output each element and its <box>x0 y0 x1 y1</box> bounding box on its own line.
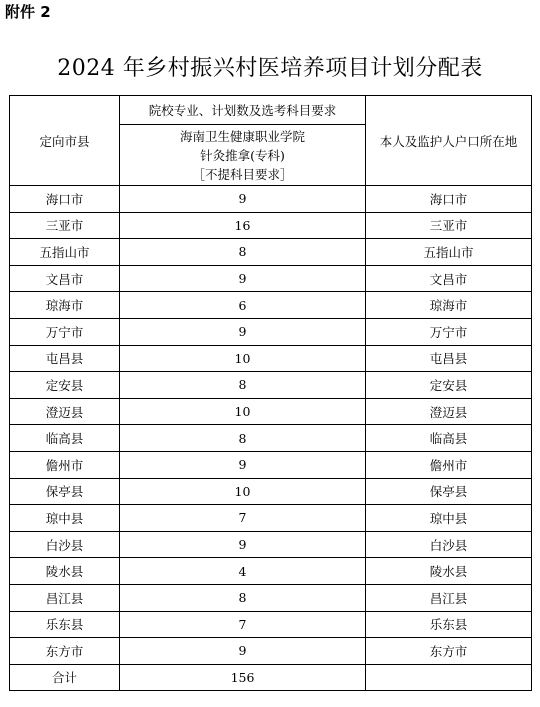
quota-cell: 16 <box>120 212 366 239</box>
quota-cell: 8 <box>120 372 366 399</box>
county-cell: 陵水县 <box>10 558 120 585</box>
table-row <box>10 239 532 266</box>
table-row <box>10 558 532 585</box>
residence-cell: 东方市 <box>366 638 532 665</box>
table-row <box>10 505 532 532</box>
county-cell: 琼中县 <box>10 505 120 532</box>
county-cell: 乐东县 <box>10 611 120 638</box>
group-header: 院校专业、计划数及选考科目要求 <box>120 96 366 125</box>
total-row <box>10 664 532 690</box>
quota-cell: 10 <box>120 478 366 505</box>
quota-cell: 10 <box>120 398 366 425</box>
table-row <box>10 584 532 611</box>
table-row <box>10 186 532 213</box>
table-row <box>10 425 532 452</box>
county-cell: 临高县 <box>10 425 120 452</box>
county-cell: 三亚市 <box>10 212 120 239</box>
table-row <box>10 531 532 558</box>
table-header <box>10 96 532 186</box>
county-cell: 东方市 <box>10 638 120 665</box>
table-row <box>10 292 532 319</box>
table-row <box>10 398 532 425</box>
table-body <box>10 186 532 665</box>
quota-cell: 7 <box>120 505 366 532</box>
table-row <box>10 451 532 478</box>
county-cell: 海口市 <box>10 186 120 213</box>
residence-cell: 陵水县 <box>366 558 532 585</box>
county-cell: 万宁市 <box>10 318 120 345</box>
county-cell: 儋州市 <box>10 451 120 478</box>
residence-cell: 文昌市 <box>366 265 532 292</box>
major-name: 针灸推拿(专科) <box>200 147 285 163</box>
quota-cell: 8 <box>120 239 366 266</box>
quota-cell: 10 <box>120 345 366 372</box>
county-cell: 琼海市 <box>10 292 120 319</box>
residence-cell: 保亭县 <box>366 478 532 505</box>
quota-cell: 6 <box>120 292 366 319</box>
county-cell: 昌江县 <box>10 584 120 611</box>
quota-cell: 9 <box>120 265 366 292</box>
subject-requirement: ［不提科目要求］ <box>192 166 293 182</box>
quota-cell: 8 <box>120 584 366 611</box>
county-cell: 保亭县 <box>10 478 120 505</box>
quota-cell: 9 <box>120 318 366 345</box>
table-row <box>10 638 532 665</box>
residence-cell: 白沙县 <box>366 531 532 558</box>
quota-cell: 4 <box>120 558 366 585</box>
school-name: 海南卫生健康职业学院 <box>179 128 305 144</box>
attachment-label: 附件 2 <box>5 3 51 21</box>
quota-cell: 8 <box>120 425 366 452</box>
residence-cell: 琼中县 <box>366 505 532 532</box>
residence-cell: 海口市 <box>366 186 532 213</box>
table-row <box>10 478 532 505</box>
program-header <box>120 125 366 186</box>
quota-cell: 9 <box>120 638 366 665</box>
residence-cell: 乐东县 <box>366 611 532 638</box>
county-cell: 文昌市 <box>10 265 120 292</box>
allocation-table <box>9 95 532 691</box>
table-row <box>10 318 532 345</box>
table-row <box>10 611 532 638</box>
county-cell: 澄迈县 <box>10 398 120 425</box>
residence-cell: 五指山市 <box>366 239 532 266</box>
residence-cell: 昌江县 <box>366 584 532 611</box>
residence-cell: 儋州市 <box>366 451 532 478</box>
table-row <box>10 212 532 239</box>
quota-cell: 9 <box>120 451 366 478</box>
residence-cell: 万宁市 <box>366 318 532 345</box>
residence-cell: 澄迈县 <box>366 398 532 425</box>
county-cell: 屯昌县 <box>10 345 120 372</box>
county-cell: 白沙县 <box>10 531 120 558</box>
county-cell: 五指山市 <box>10 239 120 266</box>
quota-cell: 7 <box>120 611 366 638</box>
document-title: 2024 年乡村振兴村医培养项目计划分配表 <box>57 56 483 81</box>
total-label: 合计 <box>10 664 120 690</box>
residence-cell: 琼海市 <box>366 292 532 319</box>
table-row <box>10 265 532 292</box>
total-quota: 156 <box>120 664 366 690</box>
residence-column-header: 本人及监护人户口所在地 <box>366 96 532 186</box>
residence-cell: 临高县 <box>366 425 532 452</box>
residence-cell: 定安县 <box>366 372 532 399</box>
total-residence <box>366 664 532 690</box>
residence-cell: 屯昌县 <box>366 345 532 372</box>
quota-cell: 9 <box>120 531 366 558</box>
county-column-header: 定向市县 <box>10 96 120 186</box>
table-row <box>10 372 532 399</box>
county-cell: 定安县 <box>10 372 120 399</box>
residence-cell: 三亚市 <box>366 212 532 239</box>
quota-cell: 9 <box>120 186 366 213</box>
table-row <box>10 345 532 372</box>
